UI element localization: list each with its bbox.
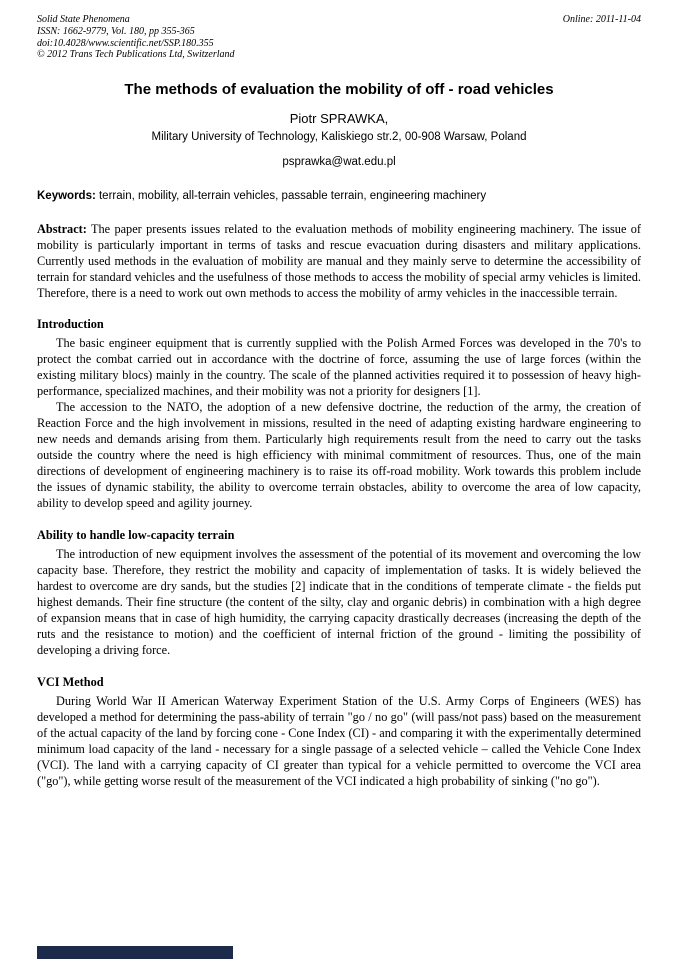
body-paragraph: The introduction of new equipment involves the assessment of the potential of its movement and overcoming the low capacity base. Therefore, they restrict the mobility and capacity of implementation of tasks. It is widely believed the hardest to overcome are dry sands, but the studies [2] indicate that in the conditions of temperate climate - the fields put highest demands. Their fine structure (the content of the silty, clay and organic debris) in combination with a high degree of expansion means that in case of high humidity, the carrying capacity drastically decreases (increasing the depth of the ruts and the resistance to motion) and the coefficient of internal friction of the ground - limiting the possibility of developing a driving force.: [37, 547, 641, 658]
copyright-line: © 2012 Trans Tech Publications Ltd, Switzerland: [37, 49, 235, 61]
section-heading-vci-method: VCI Method: [37, 675, 104, 690]
paper-title: The methods of evaluation the mobility of off - road vehicles: [124, 81, 554, 99]
footer-bar: [37, 946, 233, 959]
author-name: Piotr SPRAWKA,: [289, 111, 389, 127]
journal-title: Solid State Phenomena: [37, 14, 130, 25]
abstract-paragraph: [37, 222, 641, 302]
abstract-label: Abstract:: [37, 221, 87, 236]
section-heading-introduction: Introduction: [37, 317, 104, 332]
page-header: [37, 14, 641, 61]
doi-line: doi:10.4028/www.scientific.net/SSP.180.355: [37, 37, 214, 49]
keywords-label: Keywords:: [37, 190, 96, 203]
section-heading-low-capacity-terrain: Ability to handle low-capacity terrain: [37, 528, 235, 543]
keywords-line: [37, 189, 641, 203]
author-email: psprawka@wat.edu.pl: [282, 156, 396, 169]
abstract-text: The paper presents issues related to the evaluation methods of mobility engineering machinery. The issue of mobility is particularly important in terms of tasks and rescue evacuation during disasters and military applications. Currently used methods in the evaluation of mobility are manual and they mainly serve to determine the accessibility of terrain for standard vehicles and the usefulness of those methods to access the mobility of special army vehicles is limited. Therefore, there is a need to work out own methods to access the mobility of army vehicles in the inaccessible terrain.: [37, 221, 641, 300]
body-paragraph: The basic engineer equipment that is currently supplied with the Polish Armed Forces was developed in the 70's to protect the combat carried out in accordance with the doctrine of force, assuming the use of large forces (within the existing military blocs) mainly in the country. The scale of the planned activities required it to possession of heavy high-performance, specialized machines, and their mobility was not a priority for designers [1].: [37, 336, 641, 399]
publication-info: [37, 14, 235, 61]
body-paragraph: The accession to the NATO, the adoption of a new defensive doctrine, the reduction of the army, the creation of Reaction Force and the high involvement in missions, resulted in the need of adapting existing hardware engineering to new needs and demands arising from them. Particularly high requirements result from the need to carry out the tasks outside the country where the need is high efficiency with minimal commitment of resources. Thus, one of the main directions of development of engineering machinery is to raise its off-road mobility. Work towards this problem include the issues of dynamic stability, the ability to overcome terrain obstacles, ability to overcome the area of low capacity, ability to develop speed and agility journey.: [37, 400, 641, 511]
body-paragraph: During World War II American Waterway Experiment Station of the U.S. Army Corps of Engineers (WES) has developed a method for determining the pass-ability of terrain "go / no go" (will pass/not pass) based on the measurement of the actual capacity of the land by forcing cone - Cone Index (CI) - and comparing it with the experimentally determined minimum load capacity of the land - necessary for a single passage of a selected vehicle – called the Vehicle Cone Index (VCI). The land with a carrying capacity of CI greater than typical for a vehicle permitted to overcome the VCI area ("go"), while getting worse result of the measurement of the VCI indicated a high probability of sinking ("no go").: [37, 694, 641, 789]
author-affiliation: Military University of Technology, Kaliskiego str.2, 00-908 Warsaw, Poland: [151, 131, 527, 144]
keywords-text: terrain, mobility, all-terrain vehicles, passable terrain, engineering machinery: [95, 190, 487, 203]
issn-line: ISSN: 1662-9779, Vol. 180, pp 355-365: [37, 25, 195, 37]
online-date: Online: 2011-11-04: [562, 14, 641, 25]
